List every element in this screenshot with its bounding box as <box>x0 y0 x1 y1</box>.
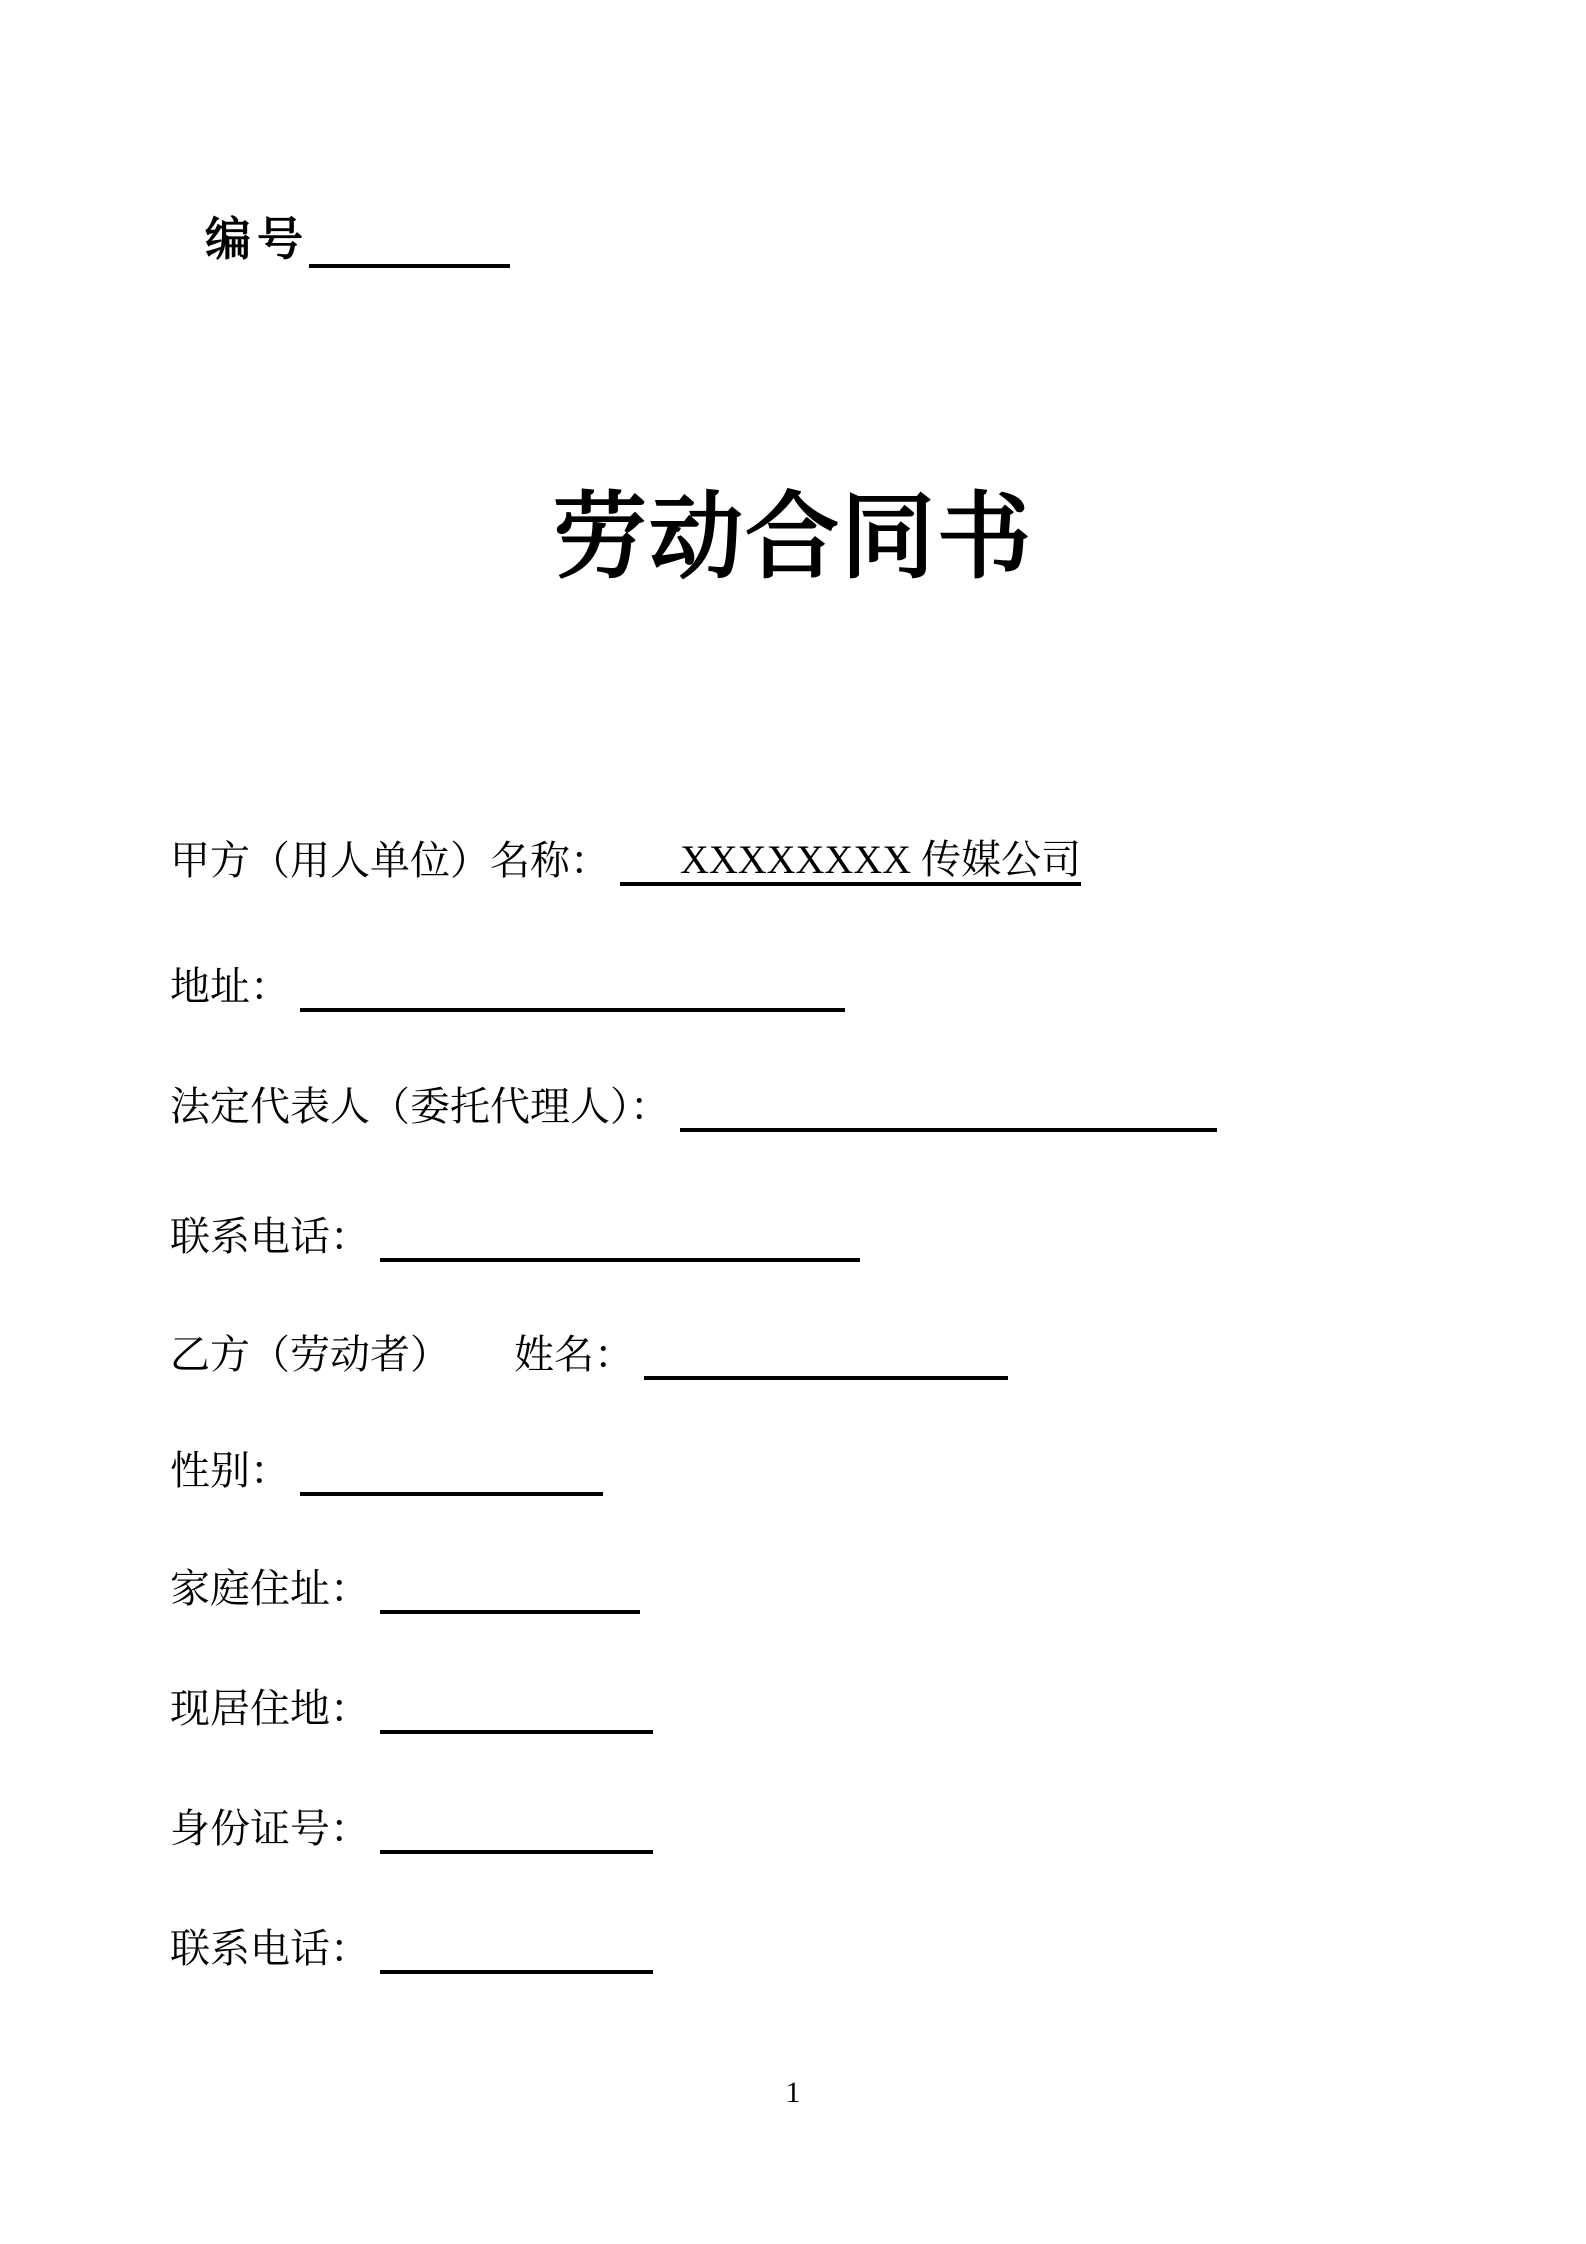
doc-number-blank[interactable] <box>309 212 510 268</box>
label-spacer <box>450 1330 514 1380</box>
fill-in-line-party-b-name[interactable] <box>644 1330 1008 1380</box>
fill-in-line-current-residence[interactable] <box>380 1684 653 1734</box>
field-label-party-a-phone: 联系电话： <box>170 1214 370 1259</box>
field-value-party-a-name: XXXXXXXX 传媒公司 <box>680 837 1082 882</box>
fill-in-line-home-address[interactable] <box>380 1564 640 1614</box>
fill-in-line-id-number[interactable] <box>380 1804 653 1854</box>
form-row-party-a-name <box>170 836 1082 886</box>
doc-number-label: 编号 <box>205 214 309 265</box>
form-row-address <box>170 962 845 1012</box>
fill-in-line-party-b-phone[interactable] <box>380 1924 653 1974</box>
fill-in-line-address[interactable] <box>300 962 845 1012</box>
field-label-legal-representative: 法定代表人（委托代理人）： <box>170 1084 670 1129</box>
form-row-party-b-phone <box>170 1924 653 1974</box>
fill-in-line-legal-representative[interactable] <box>680 1082 1217 1132</box>
field-label-party-a-name: 甲方（用人单位）名称： <box>170 838 610 883</box>
field-label-party-b: 乙方（劳动者） <box>170 1332 450 1377</box>
field-label-address: 地址： <box>170 964 290 1009</box>
form-row-id-number <box>170 1804 653 1854</box>
field-label-party-b-name: 姓名： <box>514 1332 634 1377</box>
form-row-gender <box>170 1446 603 1496</box>
doc-number-row <box>205 212 510 268</box>
form-row-legal-representative <box>170 1082 1217 1132</box>
fill-in-line-party-a-name[interactable] <box>620 836 1081 886</box>
page-number: 1 <box>785 2076 801 2109</box>
field-label-current-residence: 现居住地： <box>170 1686 370 1731</box>
fill-in-line-gender[interactable] <box>300 1446 603 1496</box>
form-row-party-a-phone <box>170 1212 860 1262</box>
field-label-home-address: 家庭住址： <box>170 1566 370 1611</box>
form-row-current-residence <box>170 1684 653 1734</box>
form-row-party-b-name <box>170 1330 1008 1380</box>
document-title: 劳动合同书 <box>552 486 1033 590</box>
fill-in-line-party-a-phone[interactable] <box>380 1212 860 1262</box>
form-row-home-address <box>170 1564 640 1614</box>
field-label-gender: 性别： <box>170 1448 290 1493</box>
field-label-id-number: 身份证号： <box>170 1806 370 1851</box>
field-label-party-b-phone: 联系电话： <box>170 1926 370 1971</box>
